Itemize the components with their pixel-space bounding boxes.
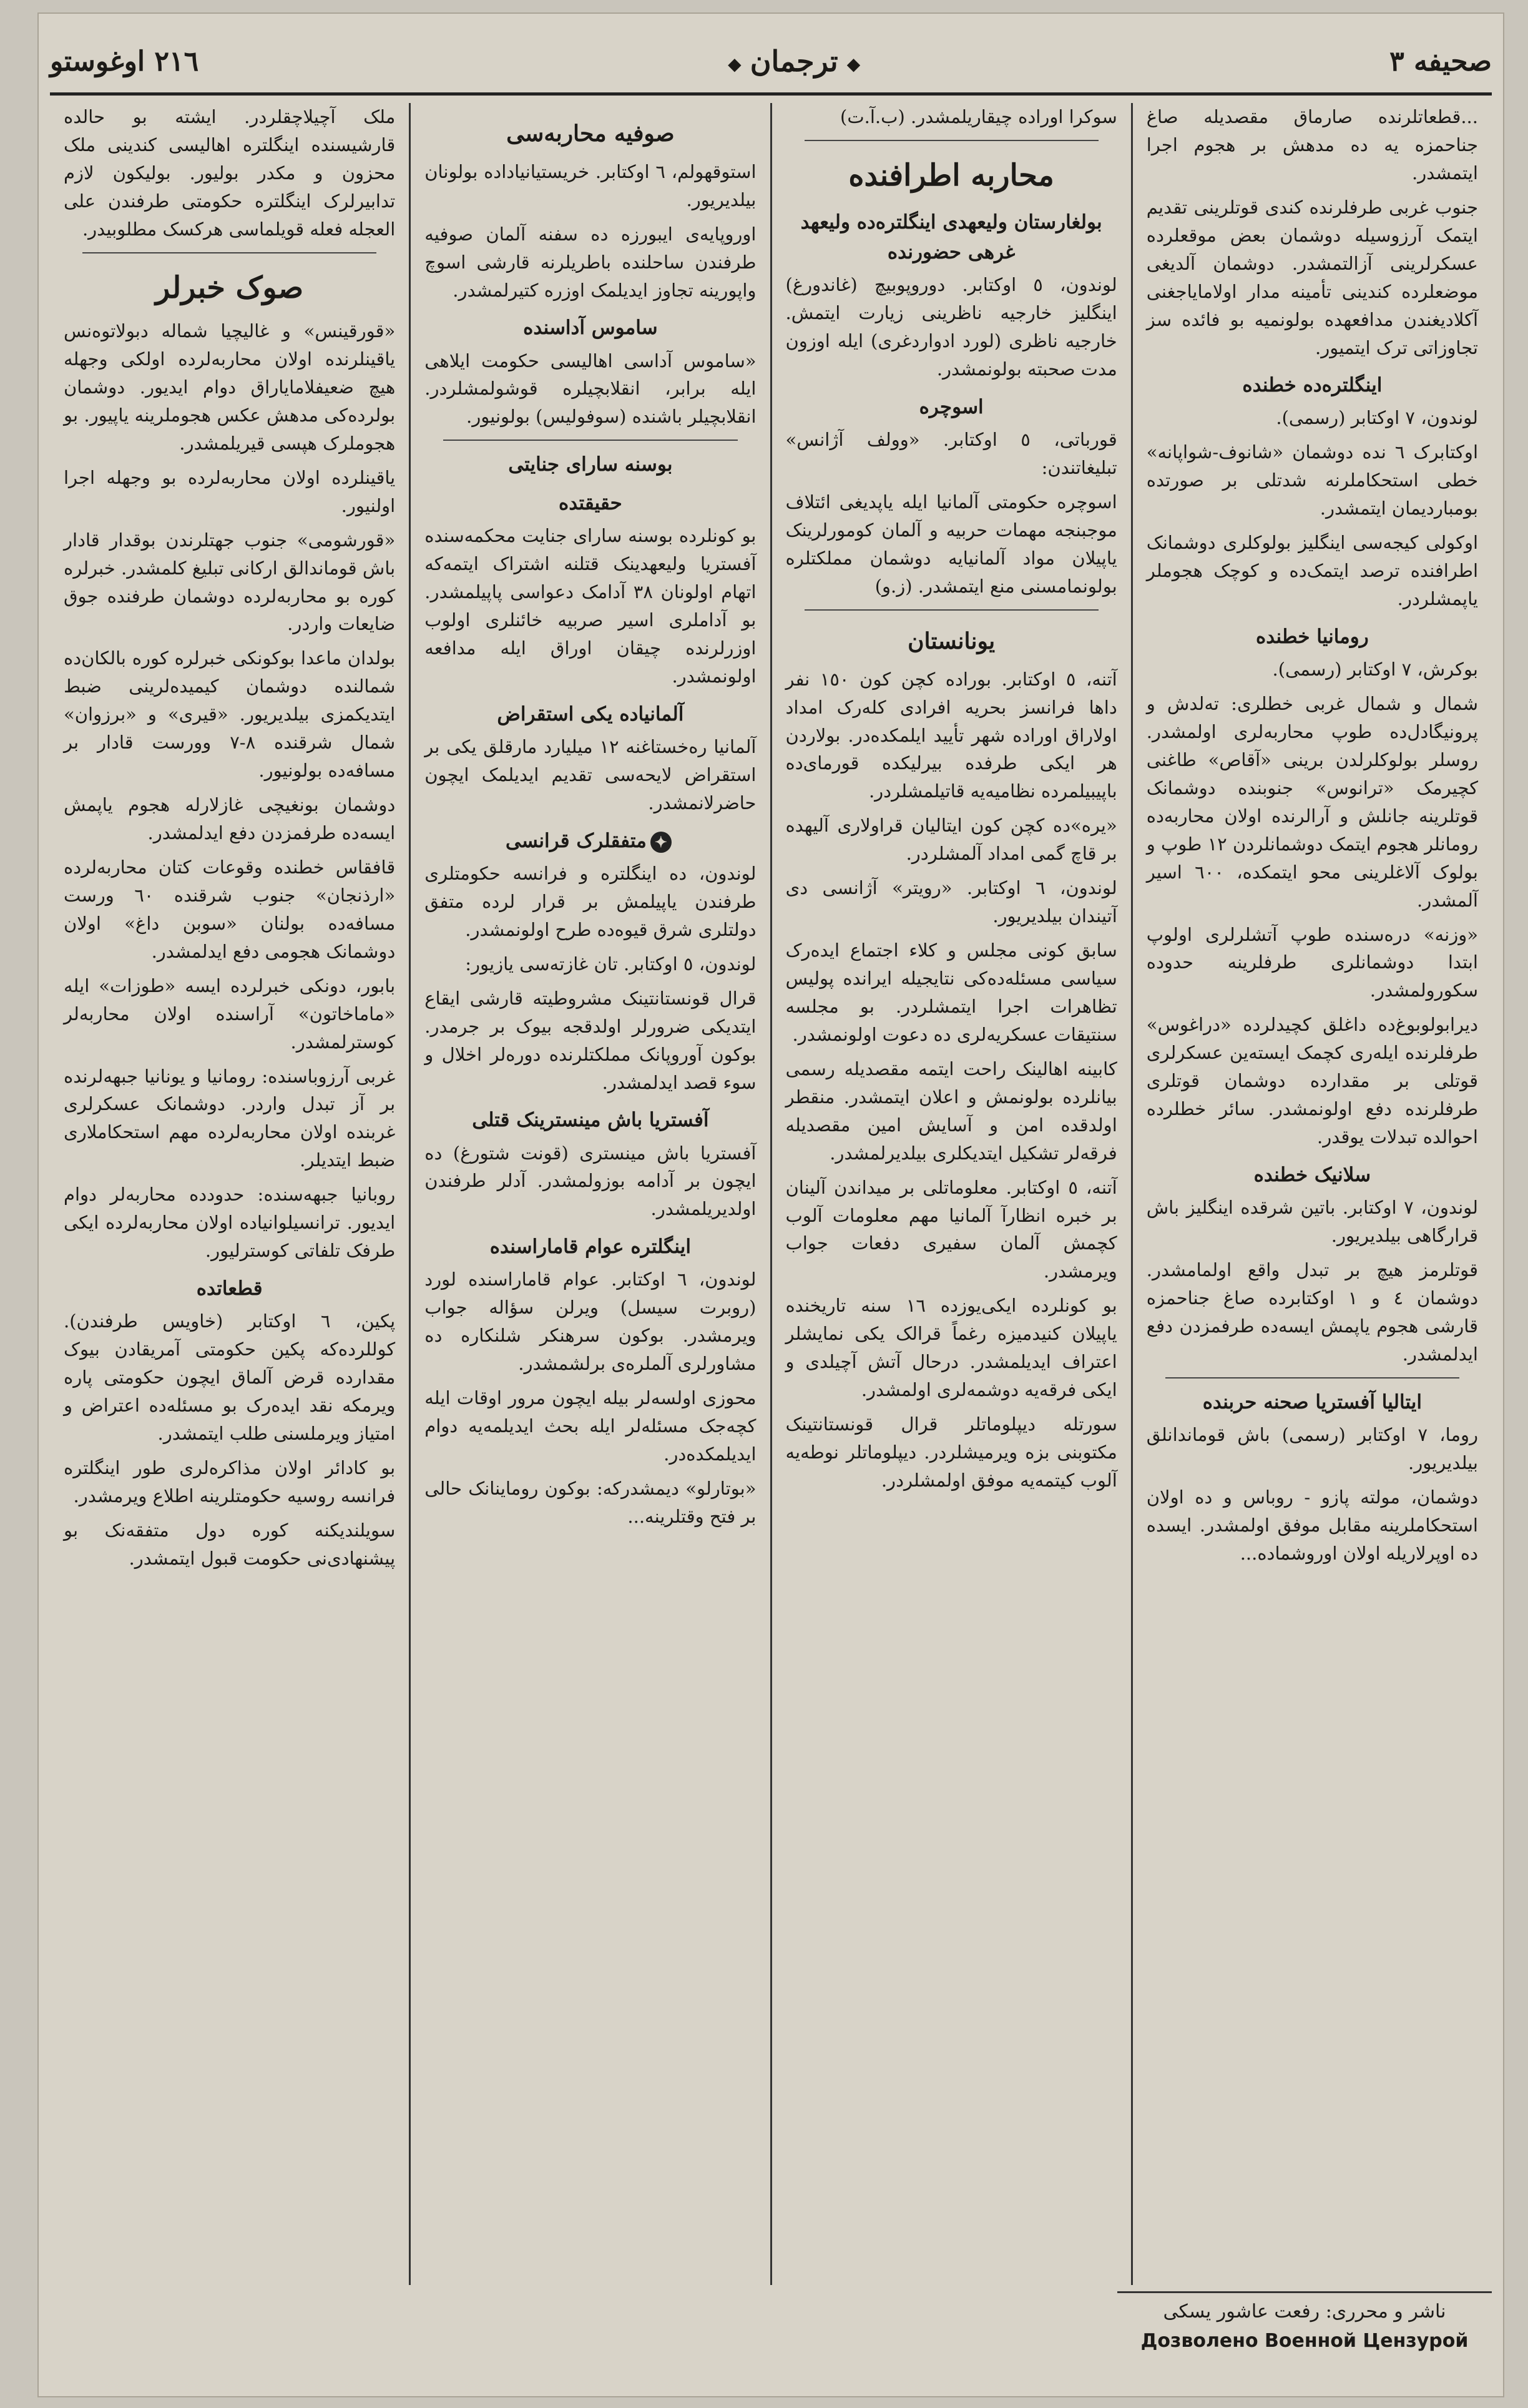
divider [82, 252, 376, 253]
dateline: لوندون، ٥ اوکتابر. تان غازته‌سی یازیور: [465, 953, 757, 975]
section-heading [424, 826, 756, 856]
page-number: صحیفه ٣ [1389, 45, 1492, 77]
paragraph: لوندون، ٦ اوکتابر. عوام قاماراسنده لورد (روبرت سیسل) ویرلن سؤاله جواب ویرمشدر. بوکون سرهنکر شلنکاره ده مشاورلری آلملره‌ی برلشمشدر. [424, 1269, 757, 1375]
dateline: لوندون، ٧ اوکتابر. باتین شرقده اینگلیز باش قرارگاهی بیلدیریور. [1146, 1197, 1478, 1247]
paragraph: بو کادائر اولان مذاکره‌لری طور اینگلتره فرانسه روسیه حکومتلرینه اطلاع ویرمشدر. [64, 1457, 396, 1506]
dateline: لوندون، ٦ اوکتابر. «رویتر» آژانسی دی آتیندان بیلدیریور. [785, 877, 1117, 927]
paragraph: «یره»ده کچن کون ایتالیان قراولاری آلیهده بر قاچ گمی امداد آلمشلردر. [785, 815, 1117, 865]
divider [805, 609, 1099, 611]
section-heading: اسوچره [919, 396, 984, 419]
section-heading: ساموس آداسنده [523, 317, 658, 340]
paragraph: روبانیا جبهه‌سنده: حدودده محاربه‌لر دوام ایدیور. ترانسیلوانیاده اولان محاربه‌لرده ایکی طرفک تلفاتی کوسترلیور. [64, 1184, 396, 1262]
newspaper-page [37, 12, 1504, 2397]
paragraph: آفستریا باش مینستری (قونت شتورغ) ده ایچون بر آدامه بوزولمشدر. آدلر طرفندن اولدیریلمشدر. [424, 1142, 757, 1220]
article-subtitle: بولغارستان ولیعهدی اینگلتره‌ده ولیعهد غرهی حضورنده [800, 211, 1102, 264]
section-heading: سلانیک خطنده [1253, 1164, 1371, 1187]
paragraph: آلمانیا ره‌خستاغنه ١٢ میلیارد مارقلق یکی بر استقراض لایحه‌سی تقدیم ایدیلمک ایچون حاضرلانمشدر. [424, 736, 757, 813]
paragraph: شمال و شمال غربی خطلری: ته‌لدش و پرونیگادل‌ده طوپ محاربه‌لری اولمشدر. روسلر بولوکلرلدن برینی «آقاص» طاغنی کچیرمک «ترانوس» جنوبنده دوشمانک قوتلرینه جانلش و آرالرنده اولان محاربه‌ده رومانلر هجوم ایتمک دوشمانلردن ١٢ طوپ و بولوک آلاغلرینی محو ایتمکده، ٦٠٠ اسیر آلمشدر. [1146, 693, 1478, 911]
section-heading: بوسنه سارای جنایتی [508, 453, 673, 476]
paragraph: بابور، دونکی خبرلرده ایسه «طوزات» ایله «ماماخاتون» آراسنده اولان محاربه‌لر کوسترلمشدر. [64, 975, 396, 1053]
publisher-line: ناشر و محرری: رفعت عاشور یسکی [1163, 2301, 1446, 2322]
ornament-icon: ✦ [650, 832, 672, 853]
article-title: صوک خبرلر [155, 270, 304, 305]
column-1 [1131, 103, 1492, 2285]
dateline: روما، ٧ اوکتابر (رسمی) باش قوماندانلق بیلدیریور. [1146, 1423, 1478, 1473]
paragraph: سابق کونی مجلس و کلاء اجتماع ایده‌رک سیاسی مسئله‌ده‌کی نتایجیله ایرانده پولیس تظاهرات اجرا ایتمشلردر. بو مجلسه سنتیقات عسکریه‌لری ده دعوت اولونمشدر. [785, 940, 1117, 1045]
paragraph: «ساموس آداسی اهالیسی حکومت ایلاهی ایله برابر، انقلابچیلره قوشولمشلردر. انقلابچیلر باشنده (سوفولیس) بولونیور. [424, 350, 757, 428]
paragraph: استوقهولم، ٦ اوکتابر. خریستیانیاداده بولونان بیلدیریور. [424, 160, 757, 210]
paragraph: آتنه، ٥ اوکتابر. بوراده کچن کون ١٥٠ نفر داها فرانسز بحریه افرادی کله‌رک امداد اولاراق اوراده شهر تأیید ایلمکده‌در. بولاردن هر ایکی طرفده بیرلیکده قورمای‌ده باپیبیلمرده نظامیه‌یه قاتیلمشلردر. [785, 668, 1117, 802]
section-heading: اینگلتره عوام قاماراسنده [489, 1236, 692, 1259]
paragraph: بو کونلرده بوسنه سارای جنایت محکمه‌سنده آفستریا ولیعهدینک قتلنه اشتراک ایتمه‌که اتهام اولونان ٣٨ آدامک دعواسی پاپیلمشدر. بو آداملری اسیر صربیه خائنلری اولوب اوزرلرنده چیقان اوراق ایله مدافعه اولونمشدر. [424, 525, 757, 687]
paragraph: یاقینلرده اولان محاربه‌لرده بو وجهله اجرا اولنیور. [64, 466, 396, 516]
newspaper-name: ◆ ترجمان ◆ [719, 44, 869, 78]
dateline: لوندون، ٧ اوکتابر (رسمی). [1276, 407, 1478, 429]
paragraph: دوشمان بونغیچی غازلارله هجوم یاپمش ایسه‌ده طرفمزدن دفع ایدلمشدر. [64, 794, 396, 844]
paragraph: بولدان ماعدا بوکونکی خبرلره کوره بالکان‌ده شمالنده دوشمان کیمیده‌لرینی ضبط ایتدیکمزی بیلدیریور. «قیری» و «برزوان» شمال شرقنده ٨-٧ وورست قادار بر مسافه‌ده بولونیور. [64, 647, 396, 782]
section-heading: آفستریا باش مینسترینک قتلی [472, 1109, 709, 1132]
paragraph: ملک آچیلاچقلردر. ایشته بو حالده قارشیسنده اینگلتره اهالیسی کندینی ملک محزون و مکدر بولیور. بولیکون لازم تدابیرلرک اینگلتره حکومتی طرفندن علی العجله فعله قویلماسی هرکسک مطلوبیدر. [64, 106, 396, 240]
paragraph: اسوچره حکومتی آلمانیا ایله یاپدیغی ائتلاف موجبنجه مهمات حربیه و آلمان کومورلرینک یاپیلان مواد آلمانیایه دوشمان مملکتلره بولونمامسنی منع ایتمشدر. (ز.و) [785, 491, 1117, 597]
paragraph: آتنه، ٥ اوکتابر. معلوماتلی بر میداندن آلینان بر خبره انظارآ آلمانیا مهم معلومات آلوب کچمش آلمان سفیری دفعات جواب ویرمشدر. [785, 1176, 1117, 1282]
paragraph: لوندون، ٥ اوکتابر. دوروپوبیچ (غاندورغ) اینگلیز خارجیه ناظرینی زیارت ایتمش. خارجیه ناظری (لورد ادواردغری) ایله اوزون مدت صحبته بولونمشدر. [785, 274, 1117, 380]
divider [1165, 1377, 1459, 1378]
paragraph: جنوب غربی طرفلرنده کندی قوتلرینی تقدیم ایتمک آرزوسیله دوشمان بعض موقعلرده عسکرلرینی آزالتمشدر. دوشمان آلدیغی موضعلرده کندینی تأمینه مدار اولامایاجغنی آکلادیغندن مدافعهده بولونمیه بو فائده سز تجاوزاتی ترک ایتمیور. [1146, 196, 1478, 358]
issue-date: ٢١٦ اوغوستو [50, 45, 199, 77]
paragraph: قرال قونستانتینک مشروطیته قارشی ایقاع ایتدیکی ضرورلر اولدقجه بیوک بر جرمدر. بوکون آوروپانک مملکتلرنده دوره‌لر اخلال و سوء قصد ایدلمشدر. [424, 987, 757, 1093]
footer [50, 2291, 1492, 2372]
paragraph: پکین، ٦ اوکتابر (خاویس طرفندن). کوللرده‌که پکین حکومتی آمریقادن بیوک مقدارده قرض آلماق ایچون حکومتی پاره ویرمکه نقد ایده‌رک بو مسئله‌ده اعتراض و امتیاز ویرملسنی طلب ایتمشدر. [64, 1310, 396, 1444]
paragraph: سوکرا اوراده چیقاریلمشدر. (ب.آ.ت) [840, 106, 1117, 127]
paragraph: اوکتابرک ٦ نده دوشمان «شانوف-شواپانه» خطی استحکاملرنه شدتلی بر صورتده بومباردیمان ایتمشدر. [1146, 441, 1478, 519]
paragraph: اوکولی کیجه‌سی اینگلیز بولوکلری دوشمانک اطرافنده ترصد ایتمک‌ده و کوچک هجوملر یاپمشلردر. [1146, 532, 1478, 610]
divider [443, 440, 737, 441]
paragraph: لوندون، ده اینگلتره و فرانسه حکومتلری طرفندن یاپیلمش بر قرار لرده متفق دولتلری شرق قیوه‌ده طرح اولونمشدر. [424, 862, 757, 940]
section-heading: یونانستان [908, 627, 996, 654]
column-4 [50, 103, 409, 2285]
section-heading: صوفیه محاربه‌سی [506, 120, 675, 147]
column-2 [770, 103, 1131, 2285]
divider [805, 140, 1099, 141]
paragraph: دیرابولوبوغ‌ده داغلق کچیدلرده «دراغوس» طرفلرنده ایله‌ری کچمک ایسته‌ین عسکرلری قوتلی بر مقدارده دوشمان قوتلری طرفلرنده دفع اولونمشدر. سائر خطلرده احوالده تبدلات یوقدر. [1146, 1014, 1478, 1148]
paragraph: «قورشومی» جنوب جهتلرندن بوقدار قادار باش قوماندالق ارکانی تبلیغ کلمشدر. خبرلره کوره بو محاربه‌لرده دوشمان طرفنده جوق ضایعات واردر. [64, 529, 396, 635]
section-heading: آلمانیاده یکی استقراض [497, 703, 684, 726]
censor-stamp: Дозволено Военной Цензурой [1140, 2330, 1469, 2352]
paragraph: بو کونلرده ایکی‌یوز‌ده ١٦ سنه تاریخنده یاپیلان کنیدمیزه رغماً قرالک یکی نمایشلر اعتراف ایدیلمشدر. درحال آتش آچیلدی و ایکی فرقه‌یه دوشمه‌لری اولمشدر. [785, 1295, 1117, 1401]
article-title: محاربه اطرافنده [848, 157, 1054, 193]
dateline: بوکرش، ٧ اوکتابر (رسمی). [1272, 659, 1478, 681]
dateline: قورباتی، ٥ اوکتابر. «وولف آژانس» تبلیغاتندن: [785, 429, 1117, 479]
section-heading: قطعاتده [196, 1277, 263, 1300]
paragraph: غربی آرزوباسنده: رومانیا و یونانیا جبهه‌لرنده بر آز تبدل واردر. دوشمانک عسکرلری غربنده اولان محاربه‌لرده مهم استحکاملاری ضبط ایتدیلر. [64, 1065, 396, 1171]
section-heading-text: متفقلرک قرانسی [505, 829, 647, 852]
paragraph: «قورقینس» و غالیچیا شماله دبولاتوه‌نس یاقینلرنده اولان محاربه‌لرده اولکی وجهله هیچ ضعیفلامایاراق دوام ایدیور. دوشمان بولرده‌کی مدهش عکس هجوملرینه یاپیور. بو هجوملرک هپسی قیریلمشدر. [64, 320, 396, 454]
column-3 [409, 103, 770, 2285]
paragraph: محوزی اولسه‌لر بیله ایچون مرور اوقات ایله کچه‌جک مسئله‌لر ایله بحث ایدیلمه‌یه دوام ایدیلمکده‌در. [424, 1387, 757, 1465]
paragraph: «بوتارلو» دیمشدرکه: بوکون روماینانک حالی بر فتح وقتلرینه... [424, 1477, 757, 1527]
paragraph: قافقاس خطنده وقوعات کتان محاربه‌لرده «ارذنجان» جنوب شرقنده ٦٠ ورست مسافه‌ده بولنان «سوبن داغ» اولان دوشمانک هجومی دفع ایدلمشدر. [64, 856, 396, 962]
section-subheading: حقیقتده [559, 492, 622, 515]
section-heading: رومانیا خطنده [1256, 626, 1369, 649]
paragraph: قوتلرمز هیچ بر تبدل واقع اولمامشدر. دوشمان ٤ و ١ اوکتابر‌ده صاغ جناحمزه قارشی هجوم یاپمش ایسه‌ده طرفمزدن دفع ایدلمشدر. [1146, 1259, 1478, 1365]
paragraph: «وزنه» دره‌سنده طوپ آتشلرلری اولوپ ابتدا دوشمانلری طرفلرینه حدوده سکورولمشدر. [1146, 923, 1478, 1001]
paragraph: سویلندیکنه کوره دول متفقه‌نک بو پیشنهادی‌نی حکومت قبول ایتمشدر. [64, 1519, 396, 1569]
section-heading: ایتالیا آفستریا صحنه حربنده [1202, 1390, 1423, 1413]
paragraph: اوروپایه‌ی ایبورزه ده سفنه آلمان صوفیه طرفندن ساحلنده باطریلرنه قارشی اسوچ واپورینه تجاوز ایدیلمک اوزره کتیرلمشدر. [424, 223, 757, 301]
section-heading: اینگلتره‌ده خطنده [1242, 374, 1383, 397]
columns [50, 103, 1492, 2285]
paragraph: دوشمان، مولته پازو - روباس و ده اولان استحکاملرینه مقابل موفق اولمشدر. ایسده ده اوپرلاریله اولان اوروشماده... [1146, 1486, 1478, 1564]
paragraph: سورتله دیپلوماتلر قرال قونستانتینک مکتوبنی بزه ویرمیشلردر. دیپلوماتلر نوطه‌یه آلوب کیتمه‌یه موفق اولمشلردر. [785, 1413, 1117, 1491]
paragraph: کابینه اهالینک راحت ایتمه مقصدیله رسمی بیانلرده بولونمش و اعلان ایتمشدر. منقطر اولدقده امن و آسایش امین مقصدیله فرقه‌لر تشکیل ایتدیکلری بیلدیرلمشدر. [785, 1058, 1117, 1164]
imprint-box [1117, 2291, 1492, 2372]
paragraph: ...قطعاتلرنده صارماق مقصدیله صاغ جناحمزه یه ده مدهش بر هجوم اجرا ایتمشدر. [1146, 106, 1478, 184]
masthead [50, 30, 1492, 96]
